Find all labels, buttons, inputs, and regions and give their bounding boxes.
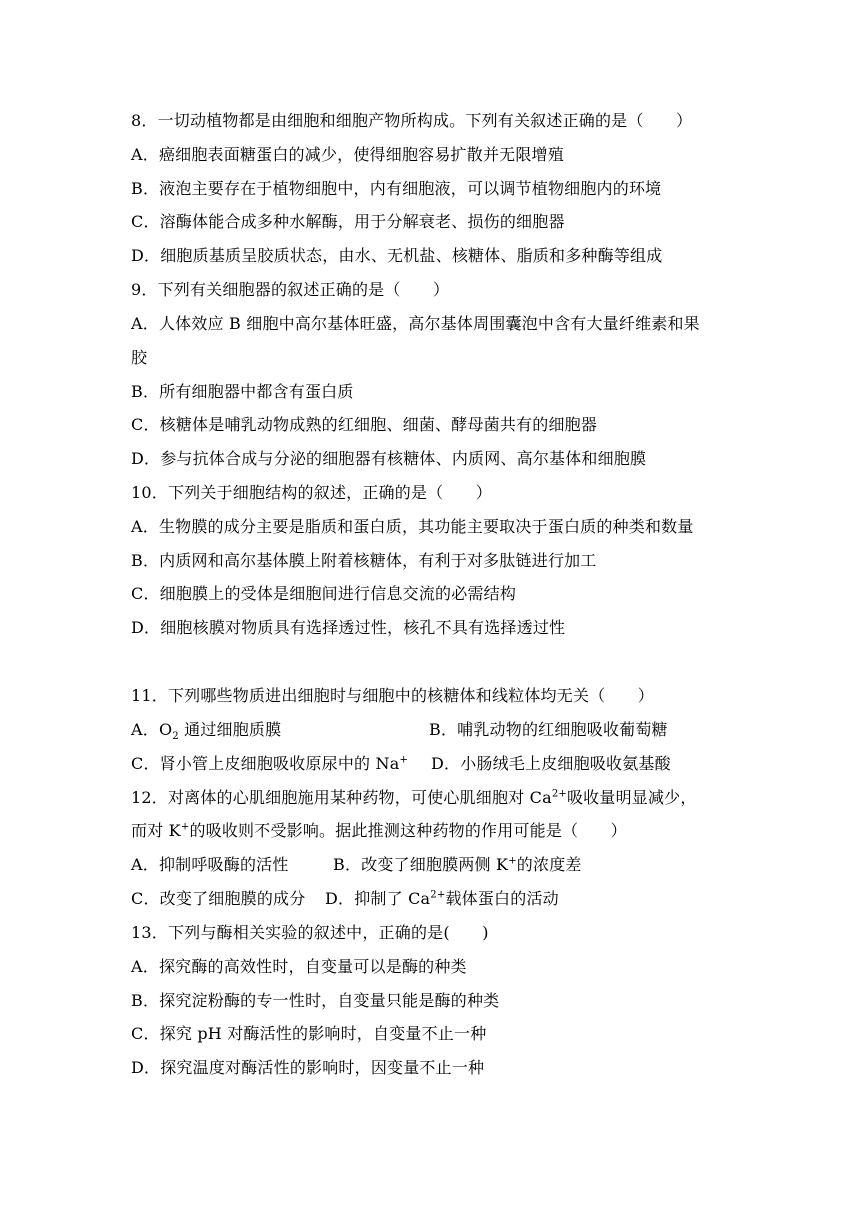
question-12-option-d-sup: 2+ bbox=[430, 889, 446, 901]
question-12-option-d bbox=[325, 889, 559, 909]
question-8-option-d: D．细胞质基质呈胶质状态，由水、无机盐、核糖体、脂质和多种酶等组成 bbox=[131, 246, 663, 265]
question-11-option-c-pre: C．肾小管上皮细胞吸收原尿中的 Na bbox=[131, 754, 400, 773]
question-12-option-b-sup: + bbox=[508, 855, 517, 867]
question-11-option-c bbox=[131, 754, 408, 774]
question-12-stem2-sup: + bbox=[180, 821, 190, 833]
question-13-stem: 13．下列与酶相关实验的叙述中，正确的是( ) bbox=[131, 923, 489, 942]
question-12-stem2-post: 的吸收则不受影响。据此推测这种药物的作用可能是（ ） bbox=[189, 821, 627, 840]
question-9-stem: 9．下列有关细胞器的叙述正确的是（ ） bbox=[131, 280, 450, 299]
question-10-stem: 10．下列关于细胞结构的叙述，正确的是（ ） bbox=[131, 483, 492, 502]
question-12-option-d-post: 载体蛋白的活动 bbox=[445, 889, 559, 908]
question-12-option-a: A．抑制呼吸酶的活性 bbox=[131, 855, 289, 874]
question-13-option-a: A．探究酶的高效性时，自变量可以是酶的种类 bbox=[131, 957, 467, 976]
question-10-option-a: A．生物膜的成分主要是脂质和蛋白质，其功能主要取决于蛋白质的种类和数量 bbox=[131, 517, 694, 536]
question-9-option-b: B．所有细胞器中都含有蛋白质 bbox=[131, 382, 354, 401]
question-12-stem2-pre: 而对 K bbox=[131, 821, 181, 840]
question-11-option-a-post: 通过细胞质膜 bbox=[178, 720, 282, 739]
question-12-option-b-post: 的浓度差 bbox=[516, 855, 582, 874]
question-11-option-d: D．小肠绒毛上皮细胞吸收氨基酸 bbox=[431, 754, 671, 773]
question-13-option-c: C．探究 pH 对酶活性的影响时，自变量不止一种 bbox=[131, 1024, 487, 1043]
question-12-stem-sup: 2+ bbox=[551, 788, 567, 800]
question-12-option-c: C．改变了细胞膜的成分 bbox=[131, 889, 306, 908]
question-12-stem-post: 吸收量明显减少， bbox=[566, 788, 697, 807]
question-9-option-c: C．核糖体是哺乳动物成熟的红细胞、细菌、酵母菌共有的细胞器 bbox=[131, 415, 598, 434]
question-10-option-c: C．细胞膜上的受体是细胞间进行信息交流的必需结构 bbox=[131, 584, 517, 603]
question-9-option-a-cont: 胶 bbox=[131, 348, 148, 367]
question-9-option-d: D．参与抗体合成与分泌的细胞器有核糖体、内质网、高尔基体和细胞膜 bbox=[131, 449, 647, 468]
question-12-stem bbox=[131, 788, 697, 808]
question-12-stem-pre: 12．对离体的心肌细胞施用某种药物，可使心肌细胞对 Ca bbox=[131, 788, 552, 807]
question-8-stem: 8．一切动植物都是由细胞和细胞产物所构成。下列有关叙述正确的是（ ） bbox=[131, 111, 693, 130]
question-11-option-a-sub: 2 bbox=[172, 731, 179, 743]
question-11-option-c-sup: + bbox=[399, 754, 409, 766]
question-12-option-d-pre: D．抑制了 Ca bbox=[325, 889, 431, 908]
question-12-option-b bbox=[333, 855, 582, 875]
question-8-option-a: A．癌细胞表面糖蛋白的减少，使得细胞容易扩散并无限增殖 bbox=[131, 145, 564, 164]
question-11-stem: 11．下列哪些物质进出细胞时与细胞中的核糖体和线粒体均无关（ ） bbox=[131, 686, 654, 705]
question-12-stem-cont bbox=[131, 821, 627, 841]
question-11-option-a-pre: A．O bbox=[131, 720, 173, 739]
question-13-option-b: B．探究淀粉酶的专一性时，自变量只能是酶的种类 bbox=[131, 991, 500, 1010]
question-11-option-b: B．哺乳动物的红细胞吸收葡萄糖 bbox=[429, 720, 668, 739]
question-8-option-c: C．溶酶体能合成多种水解酶，用于分解衰老、损伤的细胞器 bbox=[131, 212, 565, 231]
question-12-option-b-pre: B．改变了细胞膜两侧 K bbox=[333, 855, 509, 874]
question-11-option-a bbox=[131, 720, 282, 743]
question-10-option-b: B．内质网和高尔基体膜上附着核糖体，有利于对多肽链进行加工 bbox=[131, 551, 597, 570]
question-8-option-b: B．液泡主要存在于植物细胞中，内有细胞液，可以调节植物细胞内的环境 bbox=[131, 179, 662, 198]
question-10-option-d: D．细胞核膜对物质具有选择透过性，核孔不具有选择透过性 bbox=[131, 618, 566, 637]
question-9-option-a: A．人体效应 B 细胞中高尔基体旺盛，高尔基体周围囊泡中含有大量纤维素和果 bbox=[131, 314, 700, 333]
question-13-option-d: D．探究温度对酶活性的影响时，因变量不止一种 bbox=[131, 1058, 485, 1077]
